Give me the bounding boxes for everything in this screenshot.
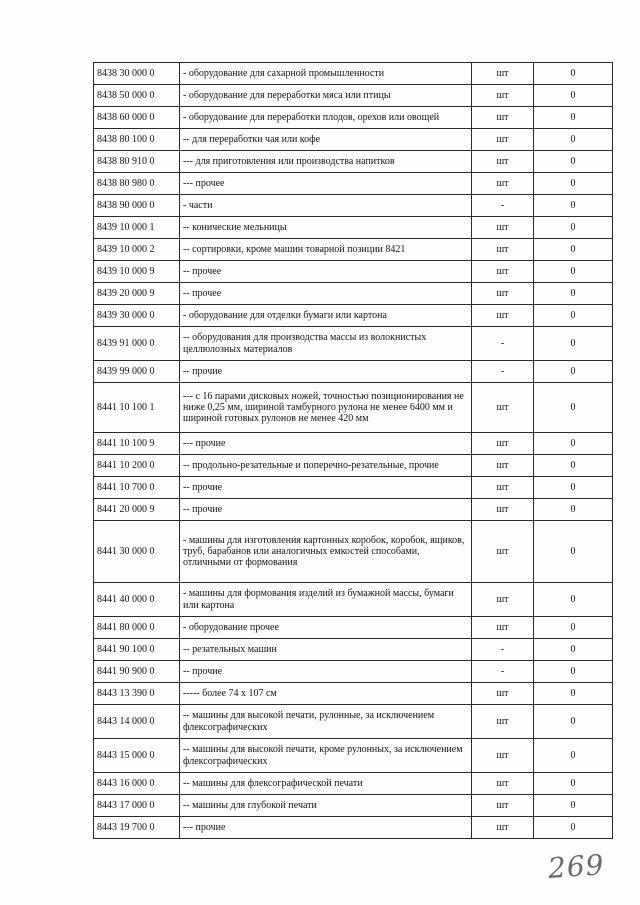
table-row	[94, 283, 613, 305]
value-cell: 0	[534, 173, 613, 195]
description-cell: - оборудование для переработки плодов, орехов или овощей	[180, 107, 472, 129]
table-row	[94, 129, 613, 151]
value-cell: 0	[534, 683, 613, 705]
table-row	[94, 107, 613, 129]
value-cell: 0	[534, 795, 613, 817]
value-cell: 0	[534, 283, 613, 305]
unit-cell: шт	[472, 239, 534, 261]
tariff-code-cell: 8443 19 700 0	[94, 817, 180, 839]
table-row	[94, 795, 613, 817]
description-cell: -- прочее	[180, 283, 472, 305]
unit-cell: шт	[472, 773, 534, 795]
value-cell: 0	[534, 617, 613, 639]
tariff-code-cell: 8441 10 100 9	[94, 433, 180, 455]
unit-cell: шт	[472, 129, 534, 151]
description-cell: --- прочие	[180, 817, 472, 839]
description-cell: - оборудование прочее	[180, 617, 472, 639]
tariff-code-cell: 8438 80 910 0	[94, 151, 180, 173]
table-row	[94, 773, 613, 795]
tariff-code-cell: 8439 10 000 9	[94, 261, 180, 283]
tariff-code-cell: 8439 20 000 9	[94, 283, 180, 305]
unit-cell: шт	[472, 107, 534, 129]
table-row	[94, 705, 613, 739]
table-row	[94, 327, 613, 361]
unit-cell: шт	[472, 683, 534, 705]
table-row	[94, 217, 613, 239]
description-cell: -- продольно-резательные и поперечно-резательные, прочие	[180, 455, 472, 477]
tariff-code-cell: 8443 17 000 0	[94, 795, 180, 817]
page-number: 269	[546, 848, 606, 885]
tariff-code-cell: 8439 99 000 0	[94, 361, 180, 383]
value-cell: 0	[534, 63, 613, 85]
description-cell: - оборудование для отделки бумаги или картона	[180, 305, 472, 327]
value-cell: 0	[534, 361, 613, 383]
tariff-code-cell: 8438 80 980 0	[94, 173, 180, 195]
table-row	[94, 85, 613, 107]
tariff-code-cell: 8441 30 000 0	[94, 521, 180, 583]
description-cell: - машины для формования изделий из бумажной массы, бумаги или картона	[180, 583, 472, 617]
tariff-code-cell: 8439 91 000 0	[94, 327, 180, 361]
description-cell: -- прочие	[180, 361, 472, 383]
description-cell: -- прочее	[180, 261, 472, 283]
value-cell: 0	[534, 499, 613, 521]
table-row	[94, 151, 613, 173]
tariff-code-cell: 8441 10 100 1	[94, 383, 180, 433]
unit-cell: шт	[472, 739, 534, 773]
description-cell: ----- более 74 х 107 см	[180, 683, 472, 705]
value-cell: 0	[534, 521, 613, 583]
unit-cell: шт	[472, 705, 534, 739]
description-cell: -- резательных машин	[180, 639, 472, 661]
table-row	[94, 583, 613, 617]
value-cell: 0	[534, 433, 613, 455]
table-row	[94, 433, 613, 455]
table-row	[94, 617, 613, 639]
unit-cell: шт	[472, 261, 534, 283]
value-cell: 0	[534, 383, 613, 433]
description-cell: --- прочее	[180, 173, 472, 195]
unit-cell: шт	[472, 583, 534, 617]
unit-cell: шт	[472, 151, 534, 173]
unit-cell: шт	[472, 383, 534, 433]
tariff-code-cell: 8439 30 000 0	[94, 305, 180, 327]
tariff-code-cell: 8438 80 100 0	[94, 129, 180, 151]
unit-cell: шт	[472, 217, 534, 239]
table-row	[94, 361, 613, 383]
description-cell: --- для приготовления или производства напитков	[180, 151, 472, 173]
tariff-code-cell: 8438 50 000 0	[94, 85, 180, 107]
description-cell: -- прочие	[180, 499, 472, 521]
description-cell: -- прочие	[180, 661, 472, 683]
unit-cell: шт	[472, 305, 534, 327]
tariff-code-cell: 8438 60 000 0	[94, 107, 180, 129]
tariff-code-cell: 8443 16 000 0	[94, 773, 180, 795]
value-cell: 0	[534, 773, 613, 795]
table-row	[94, 499, 613, 521]
table-row	[94, 63, 613, 85]
unit-cell: шт	[472, 455, 534, 477]
tariff-code-cell: 8441 10 200 0	[94, 455, 180, 477]
value-cell: 0	[534, 85, 613, 107]
tariff-code-cell: 8441 10 700 0	[94, 477, 180, 499]
description-cell: -- для переработки чая или кофе	[180, 129, 472, 151]
description-cell: -- оборудования для производства массы из волокнистых целлюлозных материалов	[180, 327, 472, 361]
description-cell: -- машины для высокой печати, рулонные, за исключением флексографических	[180, 705, 472, 739]
unit-cell: шт	[472, 477, 534, 499]
table-row	[94, 639, 613, 661]
table-row	[94, 477, 613, 499]
unit-cell: -	[472, 639, 534, 661]
table-row	[94, 383, 613, 433]
unit-cell: -	[472, 661, 534, 683]
unit-cell: шт	[472, 817, 534, 839]
table-row	[94, 195, 613, 217]
value-cell: 0	[534, 151, 613, 173]
unit-cell: шт	[472, 499, 534, 521]
table-row	[94, 305, 613, 327]
unit-cell: шт	[472, 283, 534, 305]
description-cell: -- машины для флексографической печати	[180, 773, 472, 795]
unit-cell: -	[472, 195, 534, 217]
value-cell: 0	[534, 455, 613, 477]
description-cell: - части	[180, 195, 472, 217]
table-row	[94, 173, 613, 195]
unit-cell: шт	[472, 173, 534, 195]
table-row	[94, 683, 613, 705]
table-row	[94, 261, 613, 283]
tariff-code-cell: 8443 15 000 0	[94, 739, 180, 773]
table-row	[94, 455, 613, 477]
unit-cell: шт	[472, 433, 534, 455]
tariff-code-cell: 8441 20 000 9	[94, 499, 180, 521]
description-cell: -- машины для глубокой печати	[180, 795, 472, 817]
description-cell: --- с 16 парами дисковых ножей, точностью позиционирования не ниже 0,25 мм, шириной тамбурного рулона не менее 6400 мм и шириной готовых рулонов не менее 420 мм	[180, 383, 472, 433]
tariff-code-cell: 8441 90 900 0	[94, 661, 180, 683]
value-cell: 0	[534, 583, 613, 617]
tariff-code-cell: 8439 10 000 1	[94, 217, 180, 239]
description-cell: -- машины для высокой печати, кроме рулонных, за исключением флексографических	[180, 739, 472, 773]
description-cell: --- прочие	[180, 433, 472, 455]
table-row	[94, 239, 613, 261]
description-cell: -- сортировки, кроме машин товарной позиции 8421	[180, 239, 472, 261]
value-cell: 0	[534, 129, 613, 151]
tariff-table-body	[94, 63, 613, 839]
tariff-code-cell: 8441 90 100 0	[94, 639, 180, 661]
tariff-code-cell: 8439 10 000 2	[94, 239, 180, 261]
tariff-code-cell: 8441 40 000 0	[94, 583, 180, 617]
value-cell: 0	[534, 261, 613, 283]
unit-cell: -	[472, 361, 534, 383]
table-row	[94, 521, 613, 583]
value-cell: 0	[534, 239, 613, 261]
unit-cell: шт	[472, 63, 534, 85]
tariff-code-cell: 8438 30 000 0	[94, 63, 180, 85]
value-cell: 0	[534, 217, 613, 239]
value-cell: 0	[534, 639, 613, 661]
description-cell: - оборудование для переработки мяса или птицы	[180, 85, 472, 107]
description-cell: - машины для изготовления картонных коробок, коробок, ящиков, труб, барабанов или аналогичных емкостей способами, отличными от формования	[180, 521, 472, 583]
unit-cell: шт	[472, 521, 534, 583]
tariff-code-cell: 8443 13 390 0	[94, 683, 180, 705]
unit-cell: -	[472, 327, 534, 361]
tariff-code-cell: 8438 90 000 0	[94, 195, 180, 217]
unit-cell: шт	[472, 85, 534, 107]
value-cell: 0	[534, 817, 613, 839]
tariff-code-cell: 8441 80 000 0	[94, 617, 180, 639]
value-cell: 0	[534, 739, 613, 773]
unit-cell: шт	[472, 795, 534, 817]
value-cell: 0	[534, 327, 613, 361]
value-cell: 0	[534, 195, 613, 217]
description-cell: -- прочие	[180, 477, 472, 499]
value-cell: 0	[534, 477, 613, 499]
table-row	[94, 661, 613, 683]
value-cell: 0	[534, 107, 613, 129]
table-row	[94, 817, 613, 839]
tariff-code-cell: 8443 14 000 0	[94, 705, 180, 739]
unit-cell: шт	[472, 617, 534, 639]
description-cell: -- конические мельницы	[180, 217, 472, 239]
description-cell: - оборудование для сахарной промышленности	[180, 63, 472, 85]
value-cell: 0	[534, 661, 613, 683]
table-row	[94, 739, 613, 773]
value-cell: 0	[534, 705, 613, 739]
value-cell: 0	[534, 305, 613, 327]
tariff-table	[93, 62, 613, 839]
